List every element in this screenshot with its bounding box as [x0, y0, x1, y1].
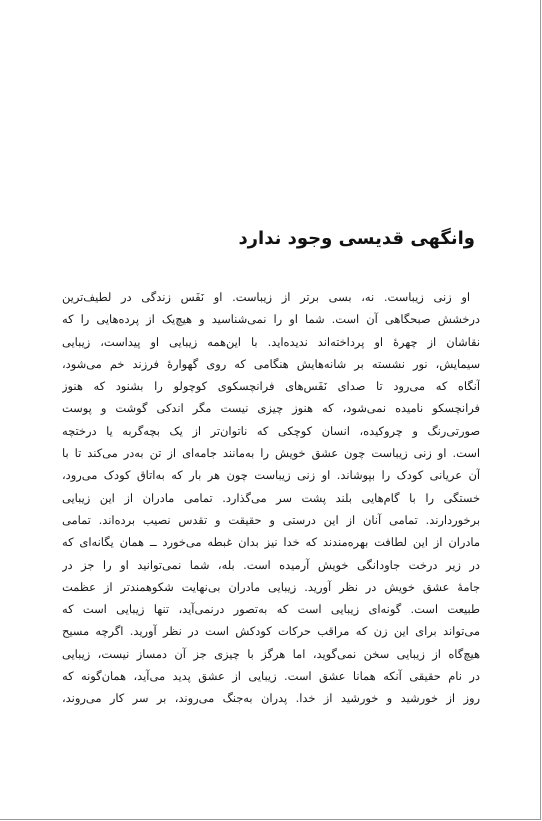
text-line: درخشش صبحگاهی آن است. شما او را نمی‌شناسید و هیچ‌یک از پرده‌هایی را که	[62, 312, 480, 327]
text-line: هیچ‌گاه از زیبایی سخن نمی‌گوید، اما هرگز با چیزی جز آن دمساز نیست، زیبایی	[62, 646, 480, 661]
text-line: او زنی زیباست. نه، بسی برتر از زیباست. او نَفَس زندگی در لطیف‌ترین	[62, 290, 470, 304]
chapter-heading: وانگهی قدیسی وجود ندارد	[238, 228, 475, 249]
text-line: می‌تواند برای این زن که مراقب حرکات کودکش است در نظر آورید. اگرچه مسیح	[62, 624, 480, 639]
text-line: جامهٔ عشق خویش در نظر آورید. زیبایی مادران بی‌نهایت شکوهمندتر از عظمت	[62, 579, 480, 594]
text-line: خستگی را با گام‌هایی بلند پشت سر می‌گذارد. تمامی مادران از این زیبایی	[62, 490, 480, 505]
text-line: است. او زنی زیباست چون عشق خویش را به‌مانند جامه‌ای از تن به‌در می‌کند تا با	[62, 446, 480, 461]
text-line: برخوردارند. تمامی آنان از این درستی و حقیقت و تقدس نصیب برده‌اند. تمامی	[62, 512, 480, 527]
text-line: مادران از این لطافت بهره‌مندند که خدا نیز بدان غبطه می‌خورد ــ همان یگانه‌ای که	[62, 535, 480, 550]
text-line: صورتی‌رنگ و چروکیده، انسان کوچکی که ناتوان‌تر از یک بچه‌گربه یا درختچه	[62, 423, 480, 438]
text-line: آنگاه که می‌رود تا صدای نَفَس‌های فرانچسکوی کوچولو را بشنود که هنوز	[62, 379, 480, 394]
text-line: سیمایش، نور نشسته بر شانه‌هایش هنگامی که روی گهوارهٔ فرزند خم می‌شود،	[62, 356, 480, 371]
text-line: در نام حقیقی آنکه همانا عشق است. زیبایی از عشق پدید می‌آید، همان‌گونه که	[62, 669, 480, 684]
text-line: روز از خورشید و خورشید از خدا. پدران به‌جنگ می‌روند، بر سر کار می‌روند،	[62, 691, 480, 706]
body-text	[62, 286, 480, 710]
text-line: در زیر درخت جاودانگی خویش آرمیده است. بله، شما نمی‌توانید او را جز در	[62, 557, 480, 572]
text-line: فرانچسکو نامیده نمی‌شود، که هنوز چیزی نیست مگر اندکی گوشت و پوست	[62, 401, 480, 416]
text-line: طبیعت است. گونه‌ای زیبایی است که به‌تصور درنمی‌آید، تنها زیبایی است که	[62, 602, 480, 617]
text-line: آن عریانی کودک را بپوشاند. او زنی زیباست چون هر بار که به‌اتاق کودک می‌رود،	[62, 468, 480, 483]
text-line: نقاشان از چهرهٔ او پرداخته‌اند ندیده‌اید. با این‌همه زیبایی او پیداست، زیبایی	[62, 334, 480, 349]
